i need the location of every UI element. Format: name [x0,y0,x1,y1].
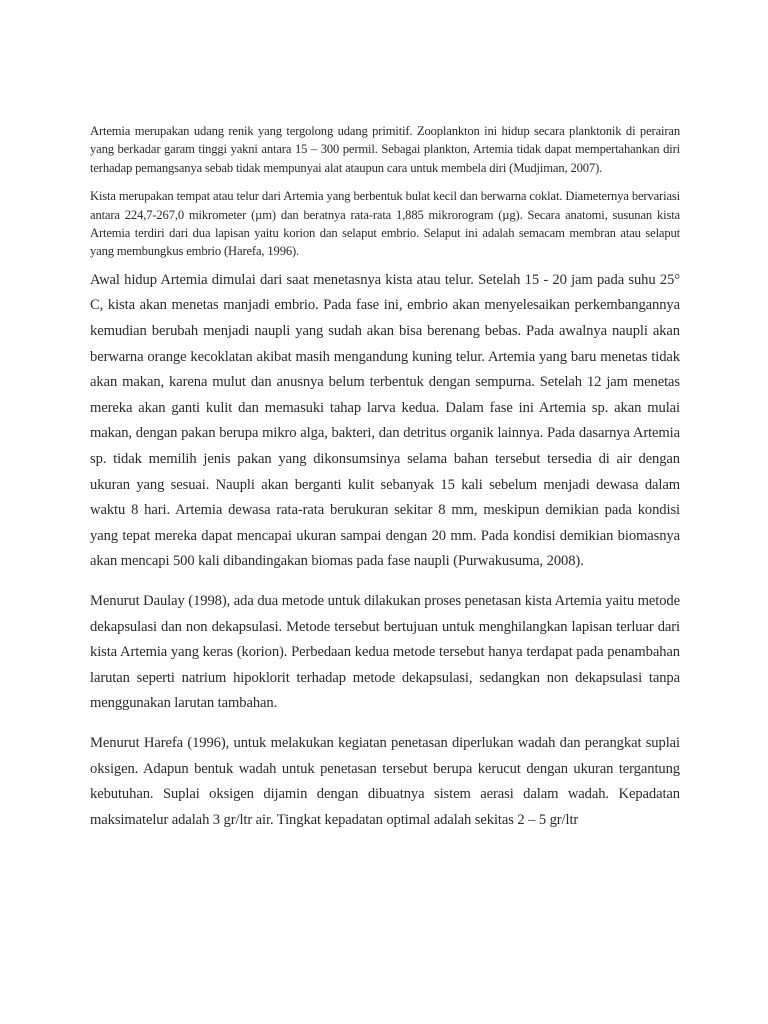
document-page [90,122,680,833]
paragraph-metode-daulay: Menurut Daulay (1998), ada dua metode untuk dilakukan proses penetasan kista Artemia yaitu metode dekapsulasi dan non dekapsulasi. Metode tersebut bertujuan untuk menghilangkan lapisan terluar dari kista Artemia yang keras (korion). Perbedaan kedua metode tersebut hanya terdapat pada penambahan larutan seperti natrium hipoklorit terhadap metode dekapsulasi, sedangkan non dekapsulasi tanpa menggunakan larutan tambahan. [90,592,680,712]
paragraph-kista: Kista merupakan tempat atau telur dari Artemia yang berbentuk bulat kecil dan berwarna coklat. Diameternya bervariasi antara 224,7-267,0 mikrometer (µm) dan beratnya rata-rata 1,885 mikrorogram (µg). Secara anatomi, susunan kista Artemia terdiri dari dua lapisan yaitu korion dan selaput embrio. Selaput ini adalah semacam membran atau selaput yang membungkus embrio (Harefa, 1996). [90,189,680,259]
paragraph-awal-hidup: Awal hidup Artemia dimulai dari saat menetasnya kista atau telur. Setelah 15 - 20 jam pada suhu 25° C, kista akan menetas manjadi embrio. Pada fase ini, embrio akan menyelesaikan perkembangannya kemudian berubah menjadi naupli yang sudah akan bisa berenang bebas. Pada awalnya naupli akan berwarna orange kecoklatan akibat masih mengandung kuning telur. Artemia yang baru menetas tidak akan makan, karena mulut dan anusnya belum terbentuk dengan sempurna. Setelah 12 jam menetas mereka akan ganti kulit dan memasuki tahap larva kedua. Dalam fase ini Artemia sp. akan mulai makan, dengan pakan berupa mikro alga, bakteri, dan detritus organik lainnya. Pada dasarnya Artemia sp. tidak memilih jenis pakan yang dikonsumsinya selama bahan tersebut tersedia di air dengan ukuran yang sesuai. Naupli akan berganti kulit sebanyak 15 kali sebelum menjadi dewasa dalam waktu 8 hari. Artemia dewasa rata-rata berukuran sekitar 8 mm, meskipun demikian pada kondisi yang tepat mereka dapat mencapai ukuran sampai dengan 20 mm. Pada kondisi demikian biomasnya akan mencapi 500 kali dibandingakan biomas pada fase naupli (Purwakusuma, 2008). [90,271,680,570]
paragraph-artemia-intro: Artemia merupakan udang renik yang tergolong udang primitif. Zooplankton ini hidup secara planktonik di perairan yang berkadar garam tinggi yakni antara 15 – 300 permil. Sebagai plankton, Artemia tidak dapat mempertahankan diri terhadap pemangsanya sebab tidak mempunyai alat ataupun cara untuk membela diri (Mudjiman, 2007). [90,124,680,175]
paragraph-harefa-wadah: Menurut Harefa (1996), untuk melakukan kegiatan penetasan diperlukan wadah dan perangkat suplai oksigen. Adapun bentuk wadah untuk penetasan tersebut berupa kerucut dengan ukuran tergantung kebutuhan. Suplai oksigen dijamin dengan dibuatnya sistem aerasi dalam wadah. Kepadatan maksimatelur adalah 3 gr/ltr air. Tingkat kepadatan optimal adalah sekitas 2 – 5 gr/ltr [90,734,680,828]
